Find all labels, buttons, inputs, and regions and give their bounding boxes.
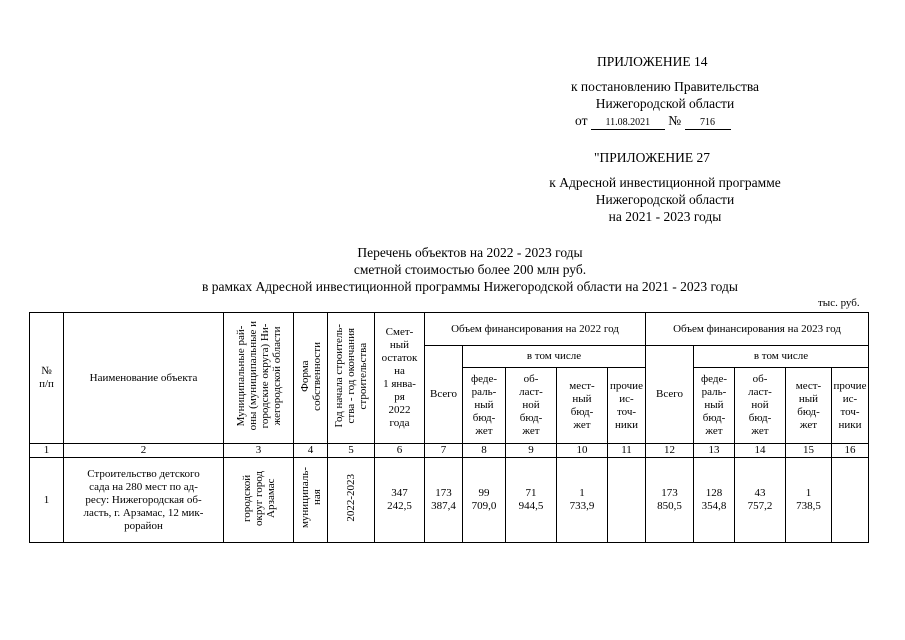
program-years: на 2021 - 2023 годы — [608, 209, 722, 224]
header-period: Год начала строитель- ства - год окончания строительства — [328, 313, 375, 444]
title-line-2: сметной стоимостью более 200 млн руб. — [353, 262, 587, 277]
header-2022-regional: об- ласт- ной бюд- жет — [506, 368, 557, 444]
to-program-line: к Адресной инвестиционной программе — [549, 175, 781, 190]
col-number: 6 — [375, 444, 425, 458]
header-2023-regional: об- ласт- ной бюд- жет — [735, 368, 786, 444]
header-2023-total: Всего — [646, 346, 694, 444]
col-number: 15 — [786, 444, 832, 458]
row-num: 1 — [30, 458, 64, 543]
region-line: Нижегородской области — [595, 96, 735, 111]
col-number: 11 — [608, 444, 646, 458]
header-2022-other: прочие ис- точ- ники — [608, 368, 646, 444]
y2022-local: 1 733,9 — [557, 458, 608, 543]
object-ownership: муниципаль- ная — [294, 458, 328, 543]
appendix-27-title: "ПРИЛОЖЕНИЕ 27 — [594, 150, 711, 165]
object-district: городской округ город Арзамас — [224, 458, 294, 543]
header-2022-federal: феде- раль- ный бюд- жет — [463, 368, 506, 444]
region-line-2: Нижегородской области — [595, 192, 735, 207]
col-number: 9 — [506, 444, 557, 458]
date-number-line — [575, 113, 731, 130]
col-number: 13 — [694, 444, 735, 458]
object-period: 2022-2023 — [328, 458, 375, 543]
col-number: 16 — [832, 444, 869, 458]
y2022-other — [608, 458, 646, 543]
y2022-regional: 71 944,5 — [506, 458, 557, 543]
col-number: 4 — [294, 444, 328, 458]
header-2023-including: в том числе — [694, 346, 869, 368]
header-2023-federal: феде- раль- ный бюд- жет — [694, 368, 735, 444]
title-line-1: Перечень объектов на 2022 - 2023 годы — [357, 245, 583, 260]
number-sign: № — [668, 113, 682, 128]
y2023-regional: 43 757,2 — [735, 458, 786, 543]
object-balance: 347 242,5 — [375, 458, 425, 543]
header-volume-2023: Объем финансирования на 2023 год — [646, 313, 869, 346]
header-2022-total: Всего — [425, 346, 463, 444]
col-number: 14 — [735, 444, 786, 458]
header-2023-local: мест- ный бюд- жет — [786, 368, 832, 444]
appendix-14-title: ПРИЛОЖЕНИЕ 14 — [597, 54, 708, 69]
header-2022-including: в том числе — [463, 346, 646, 368]
col-number: 12 — [646, 444, 694, 458]
col-number: 3 — [224, 444, 294, 458]
resolution-date: 11.08.2021 — [591, 116, 665, 130]
y2023-federal: 128 354,8 — [694, 458, 735, 543]
column-number-row — [30, 444, 869, 458]
y2022-federal: 99 709,0 — [463, 458, 506, 543]
col-number: 8 — [463, 444, 506, 458]
header-name: Наименование объекта — [64, 313, 224, 444]
object-name: Строительство детского сада на 280 мест по ад- ресу: Нижегородская об- ласть, г. Арзамас, 12 мик- рорайон — [64, 458, 224, 543]
header-ownership: Форма собственности — [294, 313, 328, 444]
to-resolution-line: к постановлению Правительства — [570, 79, 760, 94]
header-2022-local: мест- ный бюд- жет — [557, 368, 608, 444]
header-volume-2022: Объем финансирования на 2022 год — [425, 313, 646, 346]
title-line-3: в рамках Адресной инвестиционной программы Нижегородской области на 2021 - 2023 годы — [202, 279, 738, 294]
units-label: тыс. руб. — [818, 297, 860, 309]
col-number: 10 — [557, 444, 608, 458]
y2022-total: 173 387,4 — [425, 458, 463, 543]
from-label: от — [575, 113, 588, 128]
objects-table — [29, 312, 869, 543]
y2023-local: 1 738,5 — [786, 458, 832, 543]
header-2023-other: прочие ис- точ- ники — [832, 368, 869, 444]
col-number: 7 — [425, 444, 463, 458]
header-district: Муниципальные рай- оны (муниципальные и городские округа) Ни- жегородской области — [224, 313, 294, 444]
col-number: 2 — [64, 444, 224, 458]
table-row — [30, 458, 869, 543]
col-number: 5 — [328, 444, 375, 458]
resolution-number: 716 — [685, 116, 731, 130]
y2023-total: 173 850,5 — [646, 458, 694, 543]
header-num: № п/п — [30, 313, 64, 444]
col-number: 1 — [30, 444, 64, 458]
y2023-other — [832, 458, 869, 543]
header-balance: Смет- ный остаток на 1 янва- ря 2022 года — [375, 313, 425, 444]
